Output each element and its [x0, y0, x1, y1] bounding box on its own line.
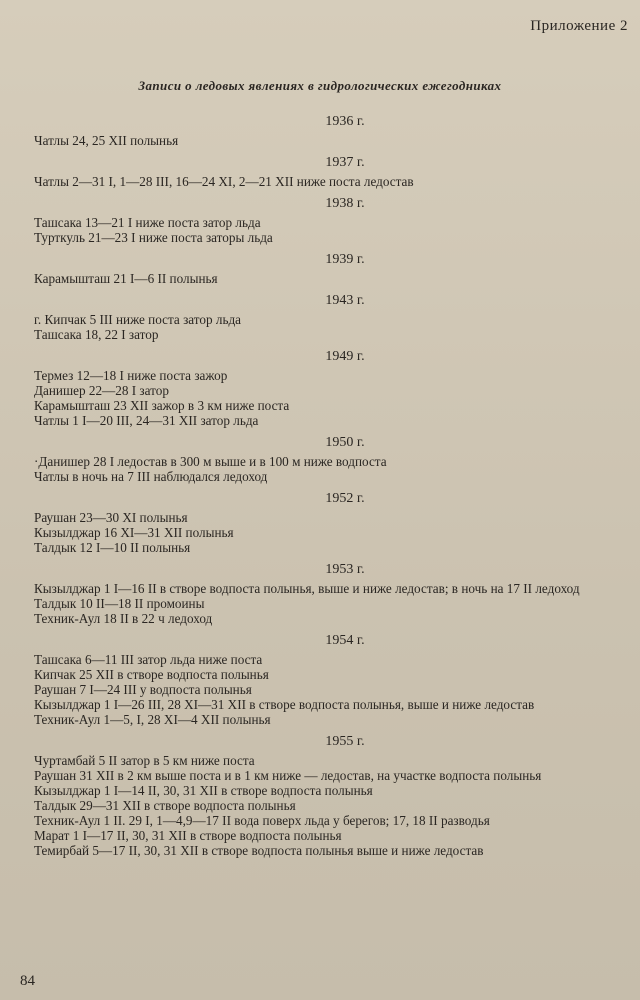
record-entry: Турткуль 21—23 I ниже поста заторы льда — [34, 230, 273, 245]
year-section — [34, 113, 626, 148]
record-entry: Кызылджар 1 I—14 II, 30, 31 XII в створе водпоста полынья — [34, 783, 373, 798]
record-entry: Талдык 29—31 XII в створе водпоста полынья — [34, 798, 296, 813]
year-heading: 1949 г. — [325, 349, 365, 364]
record-entry: г. Кипчак 5 III ниже поста затор льда — [34, 312, 242, 327]
record-entry: Данишер 22—28 I затор — [34, 383, 169, 398]
record-entry: Чатлы 1 I—20 III, 24—31 XII затор льда — [34, 413, 259, 428]
record-entry: Кипчак 25 XII в створе водпоста полынья — [34, 667, 269, 682]
record-entry: Раушан 7 I—24 III у водпоста полынья — [34, 682, 252, 697]
record-entry: Чатлы в ночь на 7 III наблюдался ледоход — [34, 469, 268, 484]
record-entry: Чуртамбай 5 II затор в 5 км ниже поста — [34, 753, 255, 768]
record-entry: Марат 1 I—17 II, 30, 31 XII в створе водпоста полынья — [34, 828, 342, 843]
page-number: 84 — [20, 973, 35, 989]
record-entry: Карамышташ 23 XII зажор в 3 км ниже поста — [34, 398, 290, 413]
record-entry: Кызылджар 1 I—26 III, 28 XI—31 XII в створе водпоста полынья, выше и ниже ледостав — [34, 697, 535, 712]
year-section — [34, 154, 626, 189]
year-heading: 1938 г. — [325, 196, 365, 211]
year-heading: 1952 г. — [325, 491, 365, 506]
record-entry: Чатлы 24, 25 XII полынья — [34, 133, 179, 148]
year-heading: 1954 г. — [325, 633, 365, 648]
record-entry: Техник-Аул 1 II. 29 I, 1—4,9—17 II вода поверх льда у берегов; 17, 18 II разводья — [34, 813, 490, 828]
record-entry: Раушан 31 XII в 2 км выше поста и в 1 км ниже — ледостав, на участке водпоста полынья — [34, 768, 542, 783]
record-entry: Ташсака 18, 22 I затор — [34, 327, 159, 342]
year-section — [34, 251, 626, 286]
year-section — [34, 733, 626, 858]
year-heading: 1937 г. — [325, 155, 365, 170]
year-section — [34, 490, 626, 555]
record-entry: Чатлы 2—31 I, 1—28 III, 16—24 XI, 2—21 XII ниже поста ледостав — [34, 174, 414, 189]
record-entry: ·Данишер 28 I ледостав в 300 м выше и в 100 м ниже водпоста — [34, 454, 387, 469]
record-entry: Техник-Аул 18 II в 22 ч ледоход — [34, 611, 213, 626]
record-entry: Талдык 10 II—18 II промоины — [34, 596, 205, 611]
appendix-label: Приложение 2 — [530, 18, 628, 34]
year-heading: 1936 г. — [325, 114, 365, 129]
year-heading: 1953 г. — [325, 562, 365, 577]
record-entry: Техник-Аул 1—5, I, 28 XI—4 XII полынья — [34, 712, 271, 727]
record-entry: Кызылджар 16 XI—31 XII полынья — [34, 525, 234, 540]
record-entry: Ташсака 13—21 I ниже поста затор льда — [34, 215, 261, 230]
year-heading: 1950 г. — [325, 435, 365, 450]
record-entry: Раушан 23—30 XI полынья — [34, 510, 188, 525]
year-heading: 1939 г. — [325, 252, 365, 267]
year-section — [34, 348, 626, 428]
record-entry: Кызылджар 1 I—16 II в створе водпоста полынья, выше и ниже ледостав; в ночь на 17 II ледоход — [34, 581, 580, 596]
year-section — [34, 292, 626, 342]
year-section — [34, 561, 626, 626]
year-heading: 1943 г. — [325, 293, 365, 308]
year-section — [34, 195, 626, 245]
page-title: Записи о ледовых явлениях в гидрологических ежегодниках — [138, 78, 502, 93]
record-entry: Ташсака 6—11 III затор льда ниже поста — [34, 652, 263, 667]
record-entry: Термез 12—18 I ниже поста зажор — [34, 368, 228, 383]
year-section — [34, 632, 626, 727]
record-entry: Талдык 12 I—10 II полынья — [34, 540, 191, 555]
records-list — [34, 113, 626, 858]
year-heading: 1955 г. — [325, 734, 365, 749]
record-entry: Карамышташ 21 I—6 II полынья — [34, 271, 218, 286]
year-section — [34, 434, 626, 484]
record-entry: Темирбай 5—17 II, 30, 31 XII в створе водпоста полынья выше и ниже ледостав — [34, 843, 484, 858]
